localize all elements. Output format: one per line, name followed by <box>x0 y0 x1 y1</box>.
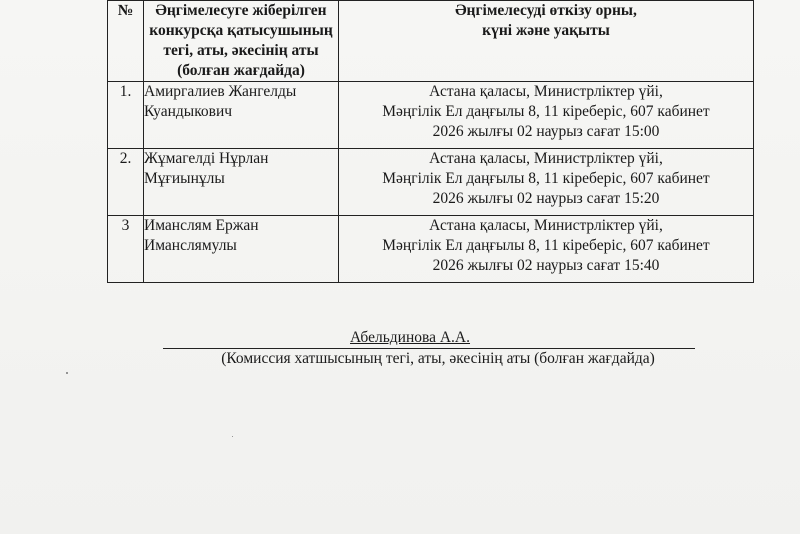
interview-place-time: Астана қаласы, Министрліктер үйі, Мәңгілік Ел даңғылы 8, 11 кіреберіс, 607 кабинет 2026 жылғы 02 наурыз сағат 15:40 <box>339 216 754 283</box>
header-place-date-time: Әңгімелесуді өткізу орны, күні және уақыты <box>339 1 754 82</box>
secretary-name: Абельдинова А.А. <box>350 329 471 346</box>
row-number: 3 <box>108 216 144 283</box>
participant-name: Амиргалиев Жангелды Куандыкович <box>144 82 339 149</box>
scan-speck <box>66 372 68 374</box>
interview-place-time: Астана қаласы, Министрліктер үйі, Мәңгілік Ел даңғылы 8, 11 кіреберіс, 607 кабинет 2026 жылғы 02 наурыз сағат 15:20 <box>339 149 754 216</box>
interview-schedule-table <box>107 0 754 283</box>
header-number: № <box>108 1 144 82</box>
header-participant-name: Әңгімелесуге жіберілген конкурсқа қатысушының тегі, аты, әкесінің аты (болған жағдайда) <box>144 1 339 82</box>
row-number: 1. <box>108 82 144 149</box>
scan-speck <box>232 436 233 437</box>
participant-name: Иманслям Ержан Иманслямулы <box>144 216 339 283</box>
table-header-row <box>108 1 754 82</box>
signature-block <box>163 328 695 368</box>
signature-caption: (Комиссия хатшысының тегі, аты, әкесінің аты (болған жағдайда) <box>221 350 655 367</box>
table-row <box>108 216 754 283</box>
table-row <box>108 82 754 149</box>
participant-name: Жұмагелді Нұрлан Мұғиынұлы <box>144 149 339 216</box>
row-number: 2. <box>108 149 144 216</box>
table-row <box>108 149 754 216</box>
interview-place-time: Астана қаласы, Министрліктер үйі, Мәңгілік Ел даңғылы 8, 11 кіреберіс, 607 кабинет 2026 жылғы 02 наурыз сағат 15:00 <box>339 82 754 149</box>
signature-line <box>163 328 695 349</box>
